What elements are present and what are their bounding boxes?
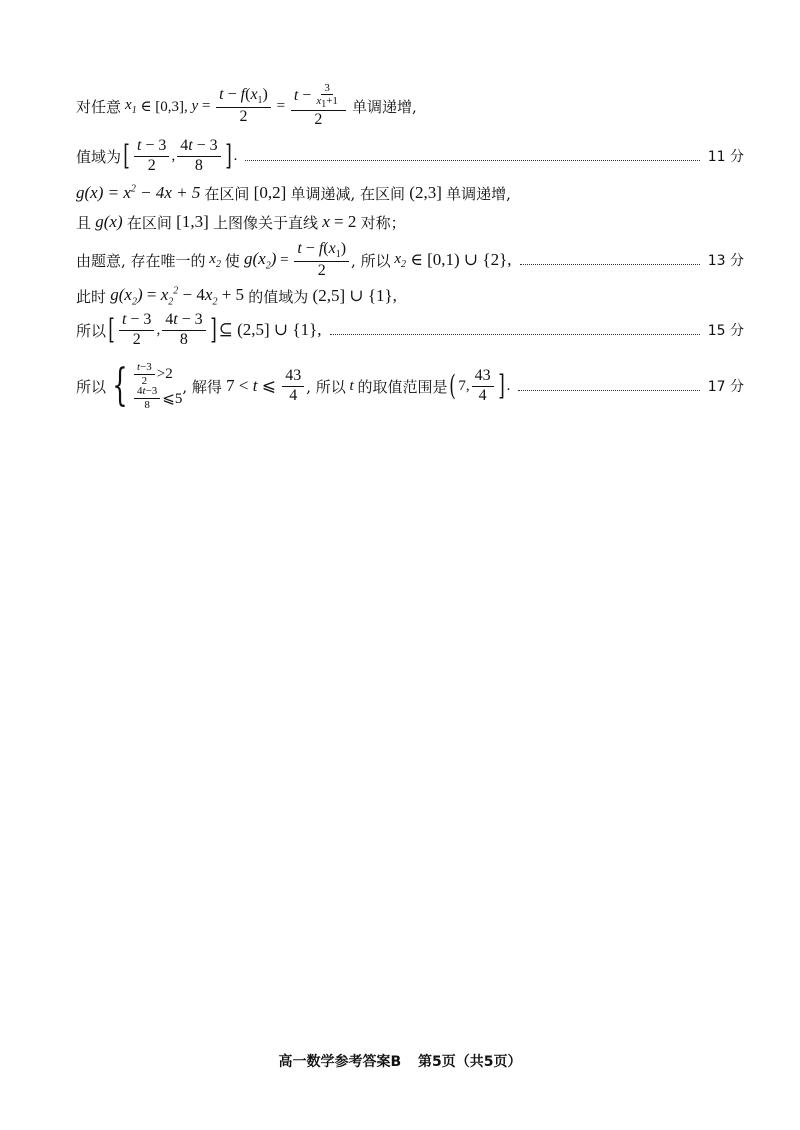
text-mid: , 解得 — [182, 377, 222, 396]
text-prefix: 且 — [76, 213, 92, 232]
text-mid: , 所以 — [351, 251, 391, 270]
math-in-interval: ∈ [0,3], — [136, 98, 192, 115]
leader-dots — [520, 264, 700, 265]
solution-line-6: 此时 $g(x_2) = x_2^2 - 4x_2 + 5$ 的值域为 (2,5] ∪ {1}, — [76, 284, 397, 308]
solution-line-8: 所以 { $\frac{t-3}{2}$ >2 $\frac{4t-3}{8}$ ⩽5 , 解得 7 < t ⩽ $\frac{43}{4}$ , 所以 t 的取值范围是 ( 7, $\frac{43}{4}$ ] . 17 分 — [76, 360, 744, 411]
system-brace: { — [112, 360, 128, 411]
text-mid: , 所以 — [306, 377, 346, 396]
footer-page-number: 第5页（共5页） — [418, 1054, 522, 1070]
fraction-4t-3-over-8: $\frac{4t - 3}{8}$ — [177, 137, 220, 175]
text-mid: 单调递减, 在区间 — [290, 184, 406, 203]
fraction-t-minus-f: $\frac{t - f(x_1)}{2}$ — [216, 86, 271, 126]
text-mid: 上图像关于直线 — [212, 213, 318, 232]
solution-line-3: $g(x) = x^2 - 4x + 5$ 在区间 [0,2] 单调递减, 在区间 (2,3] 单调递增, — [76, 183, 511, 203]
leader-dots — [330, 334, 700, 335]
text-mid: 在区间 — [126, 213, 172, 232]
fraction-t-3-over-2: $\frac{t - 3}{2}$ — [134, 137, 169, 175]
score-label: 11 分 — [707, 149, 744, 165]
fraction-t-minus-f: $\frac{t - f(x_1)}{2}$ — [294, 240, 349, 280]
text-prefix: 此时 — [76, 287, 107, 306]
solution-line-1: 对任意 $x_1$ ∈ [0,3], y = $\frac{t - f(x_1)}{2}$ = t − $\frac{3}{x_1+1}$ 2 单调递增, — [76, 82, 417, 129]
leader-dots — [518, 390, 699, 391]
footer-title: 高一数学参考答案B — [278, 1054, 402, 1070]
page-footer — [0, 1051, 800, 1071]
text-prefix: 对任意 — [76, 97, 122, 116]
solution-line-7: 所以 [ $\frac{t - 3}{2}$ , $\frac{4t - 3}{8}$ ] ⊆ (2,5] ∪ {1}, 15 分 — [76, 311, 744, 348]
text-prefix: 所以 — [76, 321, 107, 340]
fraction-t-3-over-2: $\frac{t - 3}{2}$ — [119, 311, 154, 349]
text-prefix: 值域为 — [76, 147, 122, 166]
leader-dots — [245, 160, 699, 161]
text-mid: 的取值范围是 — [357, 377, 448, 396]
text-mid: 使 — [224, 251, 240, 270]
score-label: 15 分 — [707, 323, 744, 339]
fraction-43-over-4: $\frac{43}{4}$ — [282, 367, 304, 405]
math-g-def: $g(x) = x^2 - 4x + 5$ — [76, 183, 201, 202]
fraction-4t-3-over-8: $\frac{4t - 3}{8}$ — [162, 311, 205, 349]
text-suffix: 对称； — [360, 213, 406, 232]
fraction-43-over-4: $\frac{43}{4}$ — [472, 367, 494, 405]
text-suffix: 单调递增, — [351, 97, 417, 116]
score-label: 13 分 — [707, 253, 744, 269]
text-mid: 的值域为 — [248, 287, 309, 306]
solution-line-4: 且 g(x) 在区间 [1,3] 上图像关于直线 x = 2 对称； — [76, 212, 406, 232]
math-y: y — [191, 97, 199, 114]
solution-line-2: 值域为 [ $\frac{t - 3}{2}$ , $\frac{4t - 3}{8}$ ] . 11 分 — [76, 137, 744, 174]
math-x1: $x_1$ — [125, 96, 137, 116]
text-suffix: 单调递增, — [446, 184, 511, 203]
inequality-system: $\frac{t-3}{2}$ >2 $\frac{4t-3}{8}$ ⩽5 — [132, 362, 182, 410]
text-prefix: 所以 — [76, 377, 107, 396]
fraction-nested: t − $\frac{3}{x_1+1}$ 2 — [291, 82, 346, 130]
score-label: 17 分 — [707, 379, 744, 395]
text-prefix: 由题意, 存在唯一的 — [76, 251, 206, 270]
text-mid: 在区间 — [204, 184, 250, 203]
solution-line-5: 由题意, 存在唯一的 $x_2$ 使 $g(x_2)$ = $\frac{t - f(x_1)}{2}$ , 所以 $x_2$ ∈ [0,1) ∪ {2}, 13 分 — [76, 239, 744, 279]
